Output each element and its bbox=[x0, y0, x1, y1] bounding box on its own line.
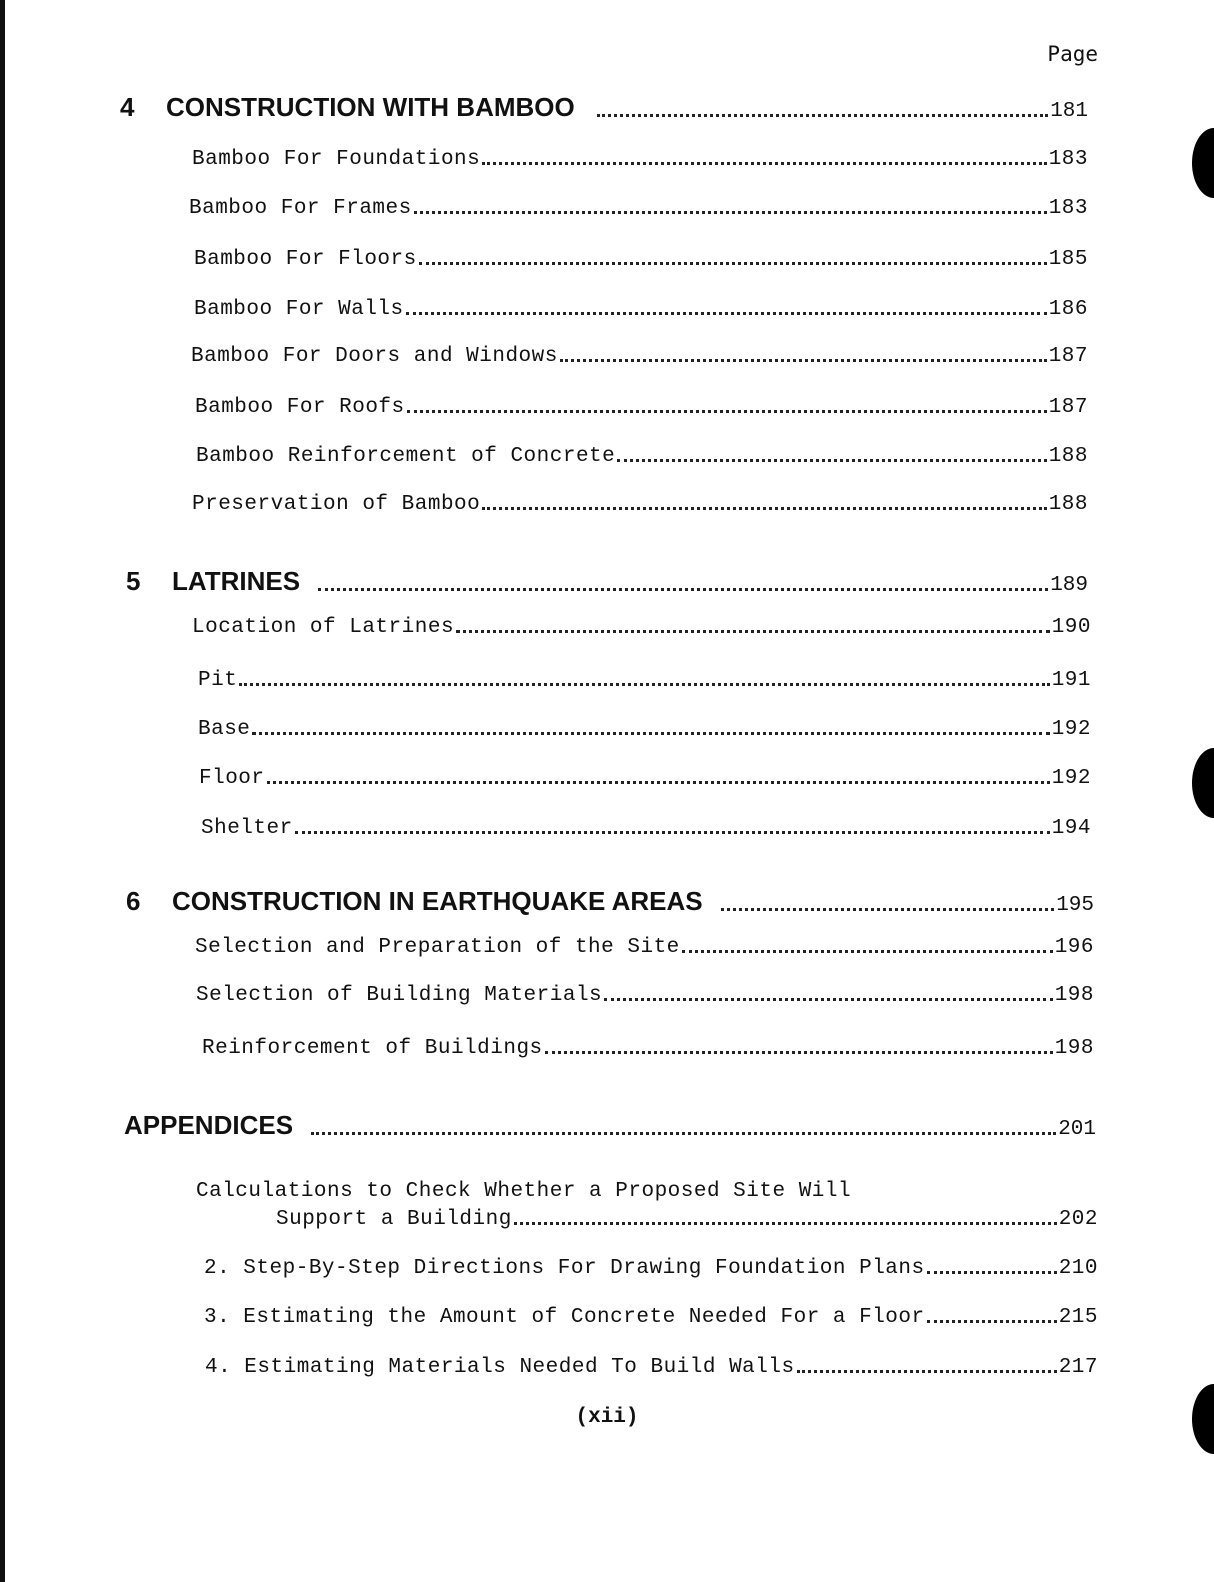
dot-leader bbox=[721, 908, 1055, 911]
entry-title: Bamboo For Walls bbox=[194, 298, 404, 321]
entry-page: 217 bbox=[1058, 1356, 1098, 1379]
entry-page: 210 bbox=[1058, 1257, 1098, 1280]
entry-title: Preservation of Bamboo bbox=[192, 493, 481, 516]
entry-title: Bamboo For Foundations bbox=[192, 148, 481, 171]
entry-page: 215 bbox=[1058, 1306, 1098, 1329]
entry-page: 196 bbox=[1054, 936, 1094, 959]
dot-leader bbox=[927, 1271, 1057, 1274]
toc-entry[interactable] bbox=[205, 1356, 1098, 1379]
dot-leader bbox=[604, 998, 1053, 1001]
entry-title: 2. Step-By-Step Directions For Drawing Foundation Plans bbox=[204, 1257, 925, 1280]
entry-page: 190 bbox=[1051, 616, 1091, 639]
entry-page: 185 bbox=[1048, 248, 1088, 271]
chapter-number: 5 bbox=[126, 566, 141, 596]
toc-entry[interactable] bbox=[194, 298, 1088, 321]
dot-leader bbox=[797, 1370, 1057, 1373]
dot-leader bbox=[318, 588, 1048, 591]
entry-page: 187 bbox=[1048, 345, 1088, 368]
dot-leader bbox=[682, 950, 1053, 953]
page-column-label: Page bbox=[1047, 42, 1098, 66]
page-number-footer: (xii) bbox=[575, 1406, 639, 1429]
toc-entry[interactable] bbox=[198, 669, 1091, 692]
chapter-number: 4 bbox=[120, 92, 135, 122]
appendices-entry[interactable] bbox=[124, 1110, 1096, 1141]
toc-entry[interactable] bbox=[204, 1306, 1098, 1329]
dot-leader bbox=[311, 1132, 1056, 1135]
toc-entry[interactable] bbox=[199, 767, 1091, 790]
entry-page: 187 bbox=[1048, 396, 1088, 419]
dot-leader bbox=[252, 732, 1049, 735]
binder-hole bbox=[1192, 128, 1214, 198]
chapter-number: 6 bbox=[126, 886, 141, 916]
dot-leader bbox=[482, 507, 1046, 510]
entry-title: Pit bbox=[198, 669, 238, 692]
toc-entry[interactable] bbox=[198, 718, 1091, 741]
chapter-title: CONSTRUCTION WITH BAMBOO bbox=[166, 92, 575, 122]
dot-leader bbox=[927, 1320, 1057, 1323]
entry-page: 188 bbox=[1048, 445, 1088, 468]
entry-page: 183 bbox=[1048, 148, 1088, 171]
page-left-edge bbox=[0, 0, 5, 1582]
toc-entry[interactable] bbox=[195, 936, 1094, 959]
entry-title: Bamboo For Roofs bbox=[195, 396, 405, 419]
entry-page: 192 bbox=[1051, 718, 1091, 741]
entry-title: 4. Estimating Materials Needed To Build Walls bbox=[205, 1356, 795, 1379]
entry-page: 194 bbox=[1051, 817, 1091, 840]
dot-leader bbox=[419, 262, 1047, 265]
dot-leader bbox=[597, 114, 1048, 117]
dot-leader bbox=[407, 410, 1047, 413]
toc-entry[interactable] bbox=[201, 817, 1091, 840]
entry-page: 192 bbox=[1051, 767, 1091, 790]
dot-leader bbox=[414, 211, 1047, 214]
entry-page: 186 bbox=[1048, 298, 1088, 321]
entry-title: Selection and Preparation of the Site bbox=[195, 936, 680, 959]
toc-entry[interactable] bbox=[196, 984, 1094, 1007]
toc-entry[interactable] bbox=[204, 1257, 1098, 1280]
entry-title: Selection of Building Materials bbox=[196, 984, 603, 1007]
chapter-title: CONSTRUCTION IN EARTHQUAKE AREAS bbox=[172, 886, 703, 916]
entry-page: 198 bbox=[1054, 984, 1094, 1007]
entry-title: Bamboo For Floors bbox=[194, 248, 417, 271]
entry-page: 183 bbox=[1048, 197, 1088, 220]
dot-leader bbox=[617, 459, 1046, 462]
entry-title: 3. Estimating the Amount of Concrete Needed For a Floor bbox=[204, 1306, 925, 1329]
chapter-4-entry[interactable] bbox=[120, 92, 1088, 123]
dot-leader bbox=[406, 312, 1047, 315]
chapter-title: APPENDICES bbox=[124, 1110, 294, 1140]
chapter-5-entry[interactable] bbox=[126, 566, 1088, 597]
dot-leader bbox=[267, 781, 1050, 784]
binder-hole bbox=[1192, 748, 1214, 818]
appendix-entry-line1[interactable]: Calculations to Check Whether a Proposed Site Will bbox=[196, 1180, 852, 1203]
entry-page: 198 bbox=[1054, 1037, 1094, 1060]
chapter-6-entry[interactable] bbox=[126, 886, 1094, 917]
dot-leader bbox=[514, 1222, 1057, 1225]
dot-leader bbox=[560, 359, 1047, 362]
chapter-page: 181 bbox=[1050, 100, 1088, 123]
toc-entry[interactable] bbox=[196, 445, 1088, 468]
entry-title: Base bbox=[198, 718, 251, 741]
entry-title: Shelter bbox=[201, 817, 293, 840]
entry-title: Floor bbox=[199, 767, 265, 790]
toc-entry[interactable] bbox=[191, 345, 1088, 368]
entry-title: Bamboo For Doors and Windows bbox=[191, 345, 558, 368]
chapter-page: 189 bbox=[1050, 574, 1088, 597]
entry-title: Support a Building bbox=[276, 1208, 512, 1231]
dot-leader bbox=[482, 162, 1046, 165]
dot-leader bbox=[239, 683, 1049, 686]
entry-title: Location of Latrines bbox=[192, 616, 455, 639]
entry-title: Bamboo For Frames bbox=[189, 197, 412, 220]
entry-title: Reinforcement of Buildings bbox=[202, 1037, 543, 1060]
toc-entry[interactable] bbox=[189, 197, 1088, 220]
chapter-title: LATRINES bbox=[172, 566, 301, 596]
entry-page: 191 bbox=[1051, 669, 1091, 692]
toc-entry[interactable] bbox=[192, 148, 1088, 171]
chapter-page: 195 bbox=[1056, 894, 1094, 917]
dot-leader bbox=[456, 630, 1050, 633]
chapter-page: 201 bbox=[1058, 1118, 1096, 1141]
toc-entry[interactable] bbox=[202, 1037, 1094, 1060]
toc-entry[interactable] bbox=[194, 248, 1088, 271]
dot-leader bbox=[545, 1051, 1053, 1054]
entry-title: Bamboo Reinforcement of Concrete bbox=[196, 445, 616, 468]
toc-entry[interactable] bbox=[192, 616, 1091, 639]
entry-page: 202 bbox=[1058, 1208, 1098, 1231]
dot-leader bbox=[295, 831, 1050, 834]
toc-entry[interactable] bbox=[195, 396, 1088, 419]
toc-entry[interactable] bbox=[192, 493, 1088, 516]
toc-entry[interactable] bbox=[276, 1208, 1098, 1231]
entry-page: 188 bbox=[1048, 493, 1088, 516]
